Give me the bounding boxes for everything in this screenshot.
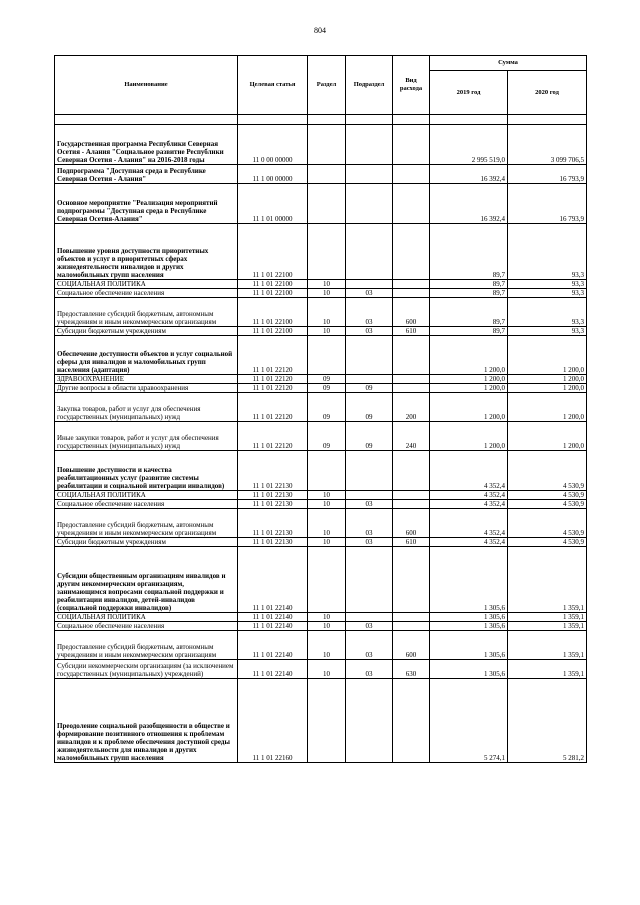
row-target-cell: 11 1 01 22140 xyxy=(238,613,308,622)
row-sum-2020-cell: 16 793,9 xyxy=(508,184,587,224)
row-exp-type-cell: 610 xyxy=(393,327,430,336)
row-section-cell: 09 xyxy=(308,393,346,422)
table-row xyxy=(55,491,587,500)
row-sum-2019-cell: 2 995 519,0 xyxy=(430,125,508,165)
row-subsection-cell xyxy=(346,679,393,763)
row-name-cell: Повышение уровня доступности приоритетных объектов и услуг в приоритетных сферах жизнедеятельности инвалидов и других маломобильных групп населения xyxy=(55,224,238,280)
row-subsection-cell: 03 xyxy=(346,631,393,660)
row-sum-2019-cell: 16 392,4 xyxy=(430,165,508,184)
row-sum-2020-cell: 1 359,1 xyxy=(508,613,587,622)
row-target-cell: 11 1 01 22120 xyxy=(238,422,308,451)
row-name-cell: Субсидии некоммерческим организациям (за исключением государственных (муниципальных) учреждений) xyxy=(55,660,238,679)
row-exp-type-cell xyxy=(393,115,430,125)
table-row xyxy=(55,660,587,679)
row-subsection-cell xyxy=(346,224,393,280)
row-sum-2020-cell: 1 200,0 xyxy=(508,422,587,451)
row-section-cell xyxy=(308,451,346,491)
row-exp-type-cell: 600 xyxy=(393,298,430,327)
row-sum-2019-cell: 4 352,4 xyxy=(430,500,508,509)
row-exp-type-cell xyxy=(393,491,430,500)
row-target-cell: 11 1 01 22160 xyxy=(238,679,308,763)
row-subsection-cell xyxy=(346,547,393,613)
row-name-cell: Обеспечение доступности объектов и услуг социальной сферы для инвалидов и маломобильных групп населения (адаптация) xyxy=(55,336,238,375)
row-sum-2019-cell: 1 305,6 xyxy=(430,660,508,679)
row-target-cell: 11 1 01 22100 xyxy=(238,224,308,280)
row-name-cell: Социальное обеспечение населения xyxy=(55,289,238,298)
row-section-cell: 10 xyxy=(308,289,346,298)
row-name-cell: Субсидии бюджетным учреждениям xyxy=(55,327,238,336)
row-subsection-cell xyxy=(346,184,393,224)
table-row xyxy=(55,679,587,763)
row-sum-2020-cell: 93,3 xyxy=(508,224,587,280)
row-subsection-cell: 09 xyxy=(346,384,393,393)
row-exp-type-cell xyxy=(393,679,430,763)
row-sum-2020-cell: 93,3 xyxy=(508,289,587,298)
row-exp-type-cell xyxy=(393,384,430,393)
row-name-cell: Подпрограмма "Доступная среда в Республике Северная Осетия - Алания" xyxy=(55,165,238,184)
row-sum-2019-cell: 5 274,1 xyxy=(430,679,508,763)
row-subsection-cell: 09 xyxy=(346,422,393,451)
row-name-cell: ЗДРАВООХРАНЕНИЕ xyxy=(55,375,238,384)
row-name-cell: Основное мероприятие "Реализация мероприятий подпрограммы "Доступная среда в Республике Северная Осетия-Алания" xyxy=(55,184,238,224)
row-sum-2019-cell: 1 305,6 xyxy=(430,613,508,622)
row-subsection-cell xyxy=(346,491,393,500)
row-sum-2020-cell: 1 359,1 xyxy=(508,547,587,613)
row-subsection-cell xyxy=(346,125,393,165)
table-row xyxy=(55,622,587,631)
row-section-cell: 09 xyxy=(308,384,346,393)
row-exp-type-cell xyxy=(393,375,430,384)
row-section-cell xyxy=(308,184,346,224)
row-subsection-cell: 03 xyxy=(346,538,393,547)
row-section-cell xyxy=(308,547,346,613)
row-sum-2019-cell: 1 305,6 xyxy=(430,547,508,613)
row-exp-type-cell xyxy=(393,622,430,631)
row-subsection-cell: 03 xyxy=(346,500,393,509)
row-target-cell: 11 1 00 00000 xyxy=(238,165,308,184)
budget-table xyxy=(54,55,587,763)
row-section-cell: 10 xyxy=(308,327,346,336)
table-row xyxy=(55,509,587,538)
row-name-cell: Субсидии общественным организациям инвалидов и другим некоммерческим организациям, занимающимся вопросами социальной поддержки и реабилитации инвалидов, детей-инвалидов (социальной поддержки инвалидов) xyxy=(55,547,238,613)
row-sum-2019-cell: 4 352,4 xyxy=(430,491,508,500)
header-year-2019: 2019 год xyxy=(430,71,508,115)
row-exp-type-cell: 600 xyxy=(393,631,430,660)
row-section-cell: 10 xyxy=(308,491,346,500)
row-sum-2019-cell: 1 200,0 xyxy=(430,422,508,451)
table-body xyxy=(55,115,587,763)
row-exp-type-cell xyxy=(393,224,430,280)
row-target-cell: 11 1 01 22130 xyxy=(238,509,308,538)
row-exp-type-cell xyxy=(393,289,430,298)
row-subsection-cell: 03 xyxy=(346,327,393,336)
row-section-cell: 10 xyxy=(308,298,346,327)
row-exp-type-cell: 630 xyxy=(393,660,430,679)
header-subsection: Подраздел xyxy=(346,56,393,115)
row-sum-2019-cell: 1 200,0 xyxy=(430,375,508,384)
row-target-cell: 11 1 01 22120 xyxy=(238,384,308,393)
table-row xyxy=(55,336,587,375)
row-sum-2020-cell: 93,3 xyxy=(508,280,587,289)
table-row xyxy=(55,125,587,165)
row-sum-2020-cell: 1 200,0 xyxy=(508,336,587,375)
row-sum-2019-cell: 89,7 xyxy=(430,280,508,289)
row-sum-2020-cell: 93,3 xyxy=(508,327,587,336)
row-target-cell xyxy=(238,115,308,125)
row-subsection-cell: 03 xyxy=(346,298,393,327)
table-row xyxy=(55,547,587,613)
row-subsection-cell: 03 xyxy=(346,622,393,631)
row-exp-type-cell: 200 xyxy=(393,393,430,422)
table-row xyxy=(55,115,587,125)
row-name-cell: Социальное обеспечение населения xyxy=(55,500,238,509)
row-sum-2019-cell: 1 305,6 xyxy=(430,622,508,631)
row-name-cell: Субсидии бюджетным учреждениям xyxy=(55,538,238,547)
row-name-cell: СОЦИАЛЬНАЯ ПОЛИТИКА xyxy=(55,280,238,289)
row-subsection-cell: 03 xyxy=(346,509,393,538)
row-name-cell: Предоставление субсидий бюджетным, автономным учреждениям и иным некоммерческим организациям xyxy=(55,509,238,538)
row-target-cell: 11 1 01 22120 xyxy=(238,375,308,384)
row-name-cell: Предоставление субсидий бюджетным, автономным учреждениям и иным некоммерческим организациям xyxy=(55,298,238,327)
row-section-cell xyxy=(308,115,346,125)
row-sum-2020-cell: 1 359,1 xyxy=(508,622,587,631)
row-target-cell: 11 1 01 22140 xyxy=(238,547,308,613)
row-target-cell: 11 1 01 22100 xyxy=(238,289,308,298)
row-exp-type-cell: 240 xyxy=(393,422,430,451)
row-subsection-cell: 09 xyxy=(346,393,393,422)
row-target-cell: 11 1 01 22100 xyxy=(238,298,308,327)
table-row xyxy=(55,224,587,280)
header-exp-type: Вид расхода xyxy=(393,56,430,115)
row-section-cell xyxy=(308,679,346,763)
table-row xyxy=(55,280,587,289)
row-sum-2020-cell: 1 200,0 xyxy=(508,384,587,393)
row-sum-2019-cell: 1 200,0 xyxy=(430,384,508,393)
row-name-cell: Преодоление социальной разобщенности в обществе и формирование позитивного отношения к проблемам инвалидов и к проблеме обеспечения доступной среды жизнедеятельности для инвалидов и других маломобильных групп населения xyxy=(55,679,238,763)
row-exp-type-cell xyxy=(393,500,430,509)
row-sum-2020-cell: 1 359,1 xyxy=(508,631,587,660)
row-name-cell: СОЦИАЛЬНАЯ ПОЛИТИКА xyxy=(55,491,238,500)
row-sum-2020-cell: 4 530,9 xyxy=(508,538,587,547)
row-exp-type-cell: 610 xyxy=(393,538,430,547)
row-sum-2019-cell: 89,7 xyxy=(430,224,508,280)
row-section-cell: 09 xyxy=(308,422,346,451)
row-section-cell: 10 xyxy=(308,631,346,660)
row-target-cell: 11 1 01 22130 xyxy=(238,538,308,547)
row-target-cell: 11 1 01 22130 xyxy=(238,500,308,509)
row-target-cell: 11 0 00 00000 xyxy=(238,125,308,165)
row-sum-2019-cell: 89,7 xyxy=(430,298,508,327)
row-target-cell: 11 1 01 22120 xyxy=(238,393,308,422)
table-row xyxy=(55,384,587,393)
row-section-cell xyxy=(308,224,346,280)
table-row xyxy=(55,500,587,509)
row-subsection-cell xyxy=(346,165,393,184)
row-sum-2020-cell: 16 793,9 xyxy=(508,165,587,184)
row-name-cell: Другие вопросы в области здравоохранения xyxy=(55,384,238,393)
row-section-cell: 10 xyxy=(308,622,346,631)
row-sum-2020-cell: 1 200,0 xyxy=(508,393,587,422)
row-subsection-cell xyxy=(346,115,393,125)
row-sum-2020-cell: 4 530,9 xyxy=(508,451,587,491)
table-row xyxy=(55,613,587,622)
row-target-cell: 11 1 01 22130 xyxy=(238,451,308,491)
row-target-cell: 11 1 01 22130 xyxy=(238,491,308,500)
row-section-cell xyxy=(308,165,346,184)
row-target-cell: 11 1 01 22140 xyxy=(238,622,308,631)
row-subsection-cell xyxy=(346,613,393,622)
row-subsection-cell xyxy=(346,336,393,375)
row-sum-2020-cell xyxy=(508,115,587,125)
row-target-cell: 11 1 01 22120 xyxy=(238,336,308,375)
row-name-cell: Закупка товаров, работ и услуг для обеспечения государственных (муниципальных) нужд xyxy=(55,393,238,422)
row-section-cell: 09 xyxy=(308,375,346,384)
row-exp-type-cell: 600 xyxy=(393,509,430,538)
row-name-cell: Социальное обеспечение населения xyxy=(55,622,238,631)
row-sum-2019-cell: 16 392,4 xyxy=(430,184,508,224)
row-sum-2020-cell: 1 359,1 xyxy=(508,660,587,679)
row-exp-type-cell xyxy=(393,165,430,184)
row-exp-type-cell xyxy=(393,125,430,165)
table-row xyxy=(55,165,587,184)
table-row xyxy=(55,538,587,547)
row-target-cell: 11 1 01 22100 xyxy=(238,327,308,336)
row-section-cell: 10 xyxy=(308,660,346,679)
row-sum-2020-cell: 93,3 xyxy=(508,298,587,327)
table-row xyxy=(55,327,587,336)
table-row xyxy=(55,422,587,451)
row-sum-2019-cell xyxy=(430,115,508,125)
row-exp-type-cell xyxy=(393,336,430,375)
header-year-2020: 2020 год xyxy=(508,71,587,115)
row-name-cell: Повышение доступности и качества реабилитационных услуг (развитие системы реабилитации и социальной интеграции инвалидов) xyxy=(55,451,238,491)
row-sum-2020-cell: 1 200,0 xyxy=(508,375,587,384)
row-sum-2020-cell: 4 530,9 xyxy=(508,491,587,500)
row-section-cell xyxy=(308,336,346,375)
row-exp-type-cell xyxy=(393,184,430,224)
row-sum-2019-cell: 1 200,0 xyxy=(430,393,508,422)
row-exp-type-cell xyxy=(393,613,430,622)
row-section-cell: 10 xyxy=(308,509,346,538)
row-exp-type-cell xyxy=(393,451,430,491)
row-subsection-cell xyxy=(346,280,393,289)
row-sum-2019-cell: 1 305,6 xyxy=(430,631,508,660)
row-section-cell: 10 xyxy=(308,613,346,622)
row-exp-type-cell xyxy=(393,547,430,613)
row-target-cell: 11 1 01 22140 xyxy=(238,631,308,660)
row-name-cell: СОЦИАЛЬНАЯ ПОЛИТИКА xyxy=(55,613,238,622)
table-row xyxy=(55,289,587,298)
row-section-cell xyxy=(308,125,346,165)
row-sum-2019-cell: 89,7 xyxy=(430,289,508,298)
row-name-cell: Государственная программа Республики Северная Осетия - Алания "Социальное развитие Республики Северная Осетия - Алания" на 2016-2018 годы xyxy=(55,125,238,165)
header-name: Наименование xyxy=(55,56,238,115)
row-sum-2020-cell: 4 530,9 xyxy=(508,509,587,538)
row-subsection-cell xyxy=(346,375,393,384)
table-row xyxy=(55,184,587,224)
row-sum-2019-cell: 89,7 xyxy=(430,327,508,336)
row-exp-type-cell xyxy=(393,280,430,289)
row-name-cell xyxy=(55,115,238,125)
row-sum-2019-cell: 1 200,0 xyxy=(430,336,508,375)
row-section-cell: 10 xyxy=(308,500,346,509)
row-sum-2019-cell: 4 352,4 xyxy=(430,538,508,547)
table-row xyxy=(55,298,587,327)
row-name-cell: Предоставление субсидий бюджетным, автономным учреждениям и иным некоммерческим организациям xyxy=(55,631,238,660)
row-sum-2020-cell: 4 530,9 xyxy=(508,500,587,509)
row-sum-2020-cell: 3 099 706,5 xyxy=(508,125,587,165)
table-row xyxy=(55,451,587,491)
table-row xyxy=(55,393,587,422)
row-sum-2019-cell: 4 352,4 xyxy=(430,509,508,538)
row-name-cell: Иные закупки товаров, работ и услуг для обеспечения государственных (муниципальных) нужд xyxy=(55,422,238,451)
table-row xyxy=(55,631,587,660)
table-row xyxy=(55,375,587,384)
row-sum-2020-cell: 5 281,2 xyxy=(508,679,587,763)
header-target: Целевая статья xyxy=(238,56,308,115)
header-sum: Сумма xyxy=(430,56,587,71)
row-subsection-cell: 03 xyxy=(346,660,393,679)
row-subsection-cell xyxy=(346,451,393,491)
row-section-cell: 10 xyxy=(308,538,346,547)
row-subsection-cell: 03 xyxy=(346,289,393,298)
row-section-cell: 10 xyxy=(308,280,346,289)
header-section: Раздел xyxy=(308,56,346,115)
row-target-cell: 11 1 01 22140 xyxy=(238,660,308,679)
row-sum-2019-cell: 4 352,4 xyxy=(430,451,508,491)
row-target-cell: 11 1 01 00000 xyxy=(238,184,308,224)
row-target-cell: 11 1 01 22100 xyxy=(238,280,308,289)
page-number: 804 xyxy=(314,26,326,35)
